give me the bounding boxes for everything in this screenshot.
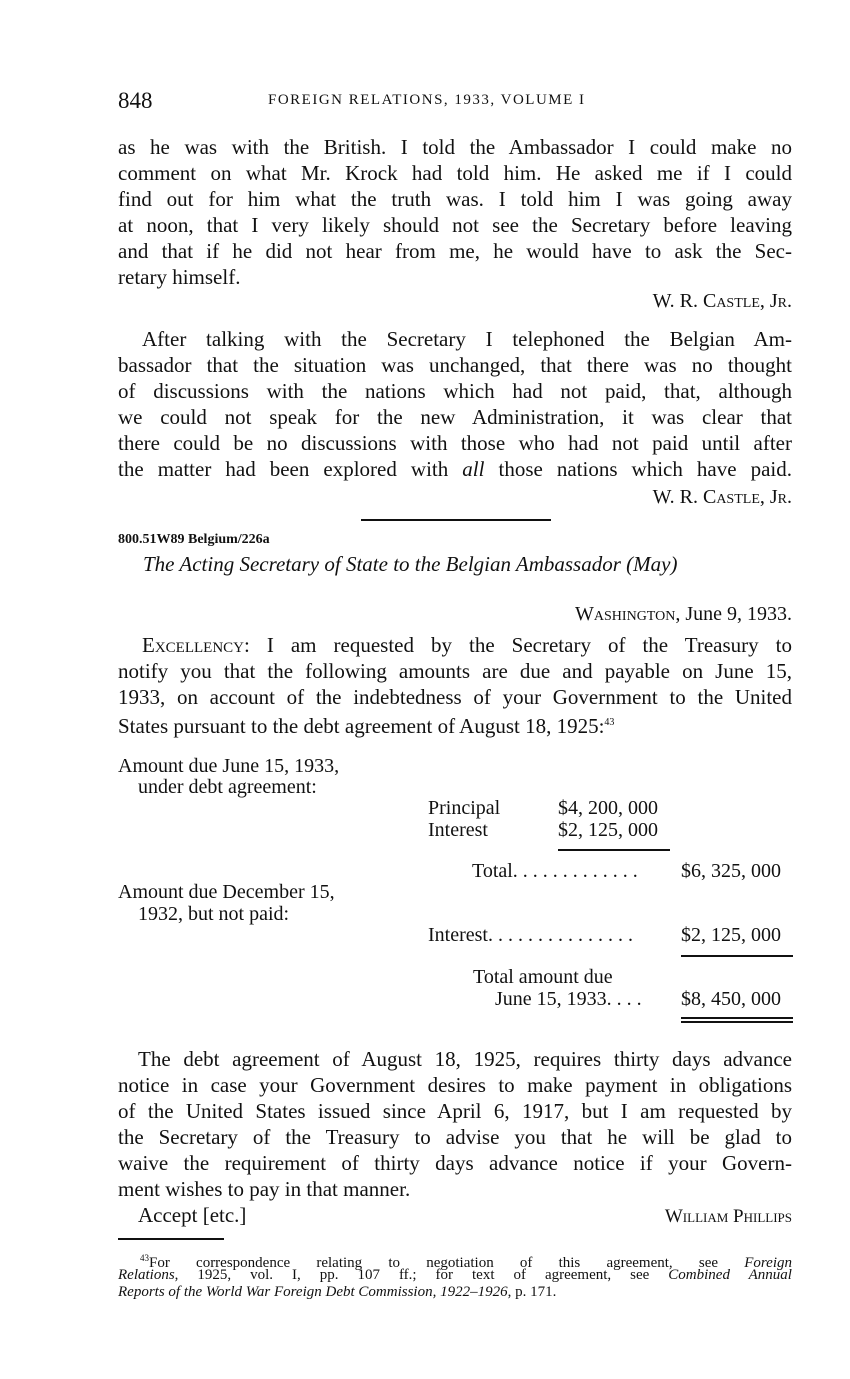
text-line: of the United States issued since April 6, 1917, but I am requested by [118,1099,792,1123]
principal-label: Principal [428,797,501,819]
footnote [118,1250,792,1301]
second-paragraph [118,326,792,482]
interest-label: Interest [428,819,488,841]
total-value: $6, 325, 000 [681,860,781,882]
grand-total-value: $8, 450, 000 [681,988,781,1010]
footnote-marker: 43 [140,1253,149,1263]
salutation: Excellency [142,633,244,657]
text-line: notify you that the following amounts are due and payable on June 15, [118,659,792,683]
text-line: After talking with the Secretary I telephoned the Belgian Am- [142,327,792,351]
section1-label-1: Amount due June 15, 1933, [118,755,340,777]
grand-total-label-2: June 15, 1933. . . . [495,988,642,1010]
text-line: States pursuant to the debt agreement of August 18, 1925:$^{43}$ [118,714,615,738]
text-line: the matter had been explored with all those nations which have paid. [118,457,792,481]
signer: William Phillips [664,1206,792,1227]
total-rule [681,955,793,957]
footnote-divider [118,1238,224,1240]
interest-value: $2, 125, 000 [558,819,658,841]
footnote-ref: 43 [604,717,615,728]
section2-label-1: Amount due December 15, [118,881,335,903]
dateline: Washington, June 9, 1933. [575,603,792,625]
interest2-value: $2, 125, 000 [681,924,781,946]
text-line: notice in case your Government desires to make payment in obligations [118,1073,792,1097]
text-line: as he was with the British. I told the Ambassador I could make no [118,135,792,159]
text-line: there could be no discussions with those who had not paid until after [118,431,792,455]
principal-value: $4, 200, 000 [558,797,658,819]
total-label: Total. . . . . . . . . . . . . [472,860,638,882]
text-line: Excellency: I am requested by the Secretary of the Treasury to [142,633,792,657]
text-line: ment wishes to pay in that manner. [118,1177,411,1201]
page-number: 848 [118,88,153,113]
text-line: the Secretary of the Treasury to advise you that he will be glad to [118,1125,792,1149]
file-number: 800.51W89 Belgium/226a [118,532,270,547]
signature-castle-1: W. R. Castle, Jr. [652,290,792,312]
text-line: waive the requirement of thirty days advance notice if your Govern- [118,1151,792,1175]
grand-total-label-1: Total amount due [473,966,613,988]
section1-label-2: under debt agreement: [138,776,317,798]
text-line: The debt agreement of August 18, 1925, requires thirty days advance [138,1047,792,1071]
double-rule-top [681,1017,793,1019]
double-rule-bottom [681,1021,793,1023]
subtotal-rule [558,849,670,851]
signature-castle-2: W. R. Castle, Jr. [652,486,792,508]
complimentary-close: Accept [etc.] [138,1203,247,1227]
text-line: we could not speak for the new Administration, it was clear that [118,405,792,429]
section-divider [361,519,551,521]
emphasis-all: all [462,457,485,481]
text-line: at noon, that I very likely should not see the Secretary before leaving [118,213,792,237]
footnote-line: Reports of the World War Foreign Debt Commission, 1922–1926, p. 171. [118,1284,557,1300]
running-title: FOREIGN RELATIONS, 1933, VOLUME I [268,92,586,108]
section2-label-2: 1932, but not paid: [138,903,290,925]
text-line: bassador that the situation was unchanged, that there was no thought [118,353,792,377]
text-line: find out for him what the truth was. I told him I was going away [118,187,792,211]
letter-paragraph [118,632,792,736]
footnote-line: $^{43}$For correspondence relating to negotiation of this agreement, see Foreign [140,1253,792,1271]
closing-paragraph [118,1046,792,1202]
text-line: and that if he did not hear from me, he would have to ask the Sec- [118,239,792,263]
footnote-line: Relations, 1925, vol. I, pp. 107 ff.; for text of agreement, see Combined Annual [118,1267,792,1283]
text-line: retary himself. [118,265,241,289]
text-line: 1933, on account of the indebtedness of your Government to the United [118,685,792,709]
text-line: of discussions with the nations which had not paid, that, although [118,379,792,403]
intro-paragraph [118,134,792,290]
text-line: comment on what Mr. Krock had told him. He asked me if I could [118,161,792,185]
document-title: The Acting Secretary of State to the Belgian Ambassador (May) [143,552,678,576]
interest2-label: Interest. . . . . . . . . . . . . . . [428,924,633,946]
